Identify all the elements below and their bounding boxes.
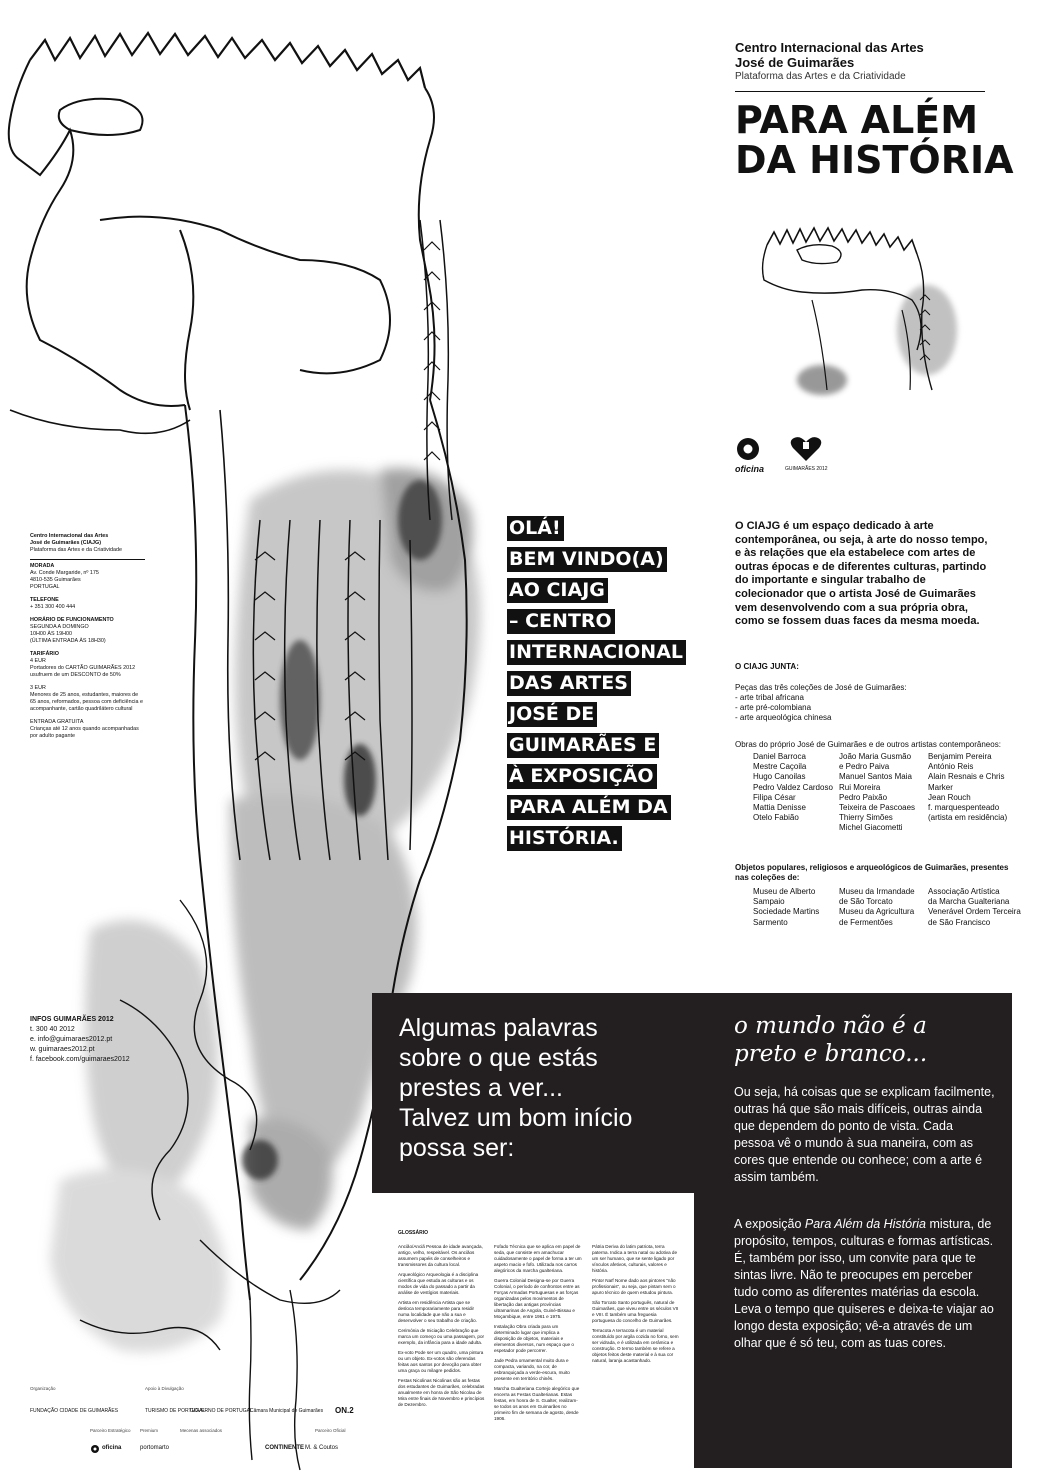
obras-col2 — [839, 752, 931, 834]
artist-name: Filipa César — [753, 792, 796, 802]
title-line2: DA HISTÓRIA — [735, 138, 1014, 182]
collection-name: Associação Artística — [928, 887, 1000, 896]
obras-section — [735, 740, 1008, 862]
headline-line: BEM VINDO(A) — [507, 547, 667, 572]
headline-line: DAS ARTES — [507, 671, 631, 696]
world-paragraph-1: Ou seja, há coisas que se explicam facilmente, outras há que são mais difíceis, outras ainda que dependem do ponto de vista. Cada pessoa vê o mundo à sua maneira, com as cores que entende ou conhece; com a arte é assim também. — [734, 1085, 995, 1184]
horario-line: (ÚLTIMA ENTRADA ÀS 18H30) — [30, 638, 106, 644]
pecas-item: - arte tribal africana — [735, 693, 804, 702]
headline-line: GUIMARÃES E — [507, 733, 659, 758]
objetos-col3 — [928, 887, 1028, 928]
artist-name: Michel Giacometti — [839, 823, 903, 833]
world-paragraph-3: Leva o tempo que quiseres e deixa-te viajar ao longo desta exposição; vê-a através de um olhar que é só teu, com as tuas cores. — [734, 1302, 994, 1350]
artist-name: (artista em residência) — [928, 813, 1008, 823]
intro-box-line: prestes a ver... — [399, 1074, 563, 1102]
org-name-line2: José de Guimarães — [735, 55, 855, 70]
portomarto-sponsor: portomarto — [140, 1445, 170, 1451]
artist-name: Alain Resnais e Chris — [928, 772, 1005, 782]
telefone-label: TELEFONE — [30, 597, 59, 603]
artist-name: Mattia Denisse — [753, 803, 806, 813]
headline-line: INTERNACIONAL — [507, 640, 686, 665]
glossary-entry: Ancião/Anciã Pessoa de idade avançada, antigo, velho, respeitável. Os anciãos assumem papéis de conselheiros e transmissores da cultura local. — [398, 1244, 483, 1267]
glossary-col1 — [398, 1244, 486, 1412]
intro-box-line: Talvez um bom início — [399, 1104, 633, 1132]
tarifa1-note: usufruem de um DESCONTO de 50% — [30, 672, 121, 678]
pecas-item: - arte arqueológica chinesa — [735, 713, 832, 722]
gratuita-label: ENTRADA GRATUITA — [30, 719, 84, 725]
collection-name: Museu de Alberto — [753, 887, 816, 896]
collection-name: Museu da Agricultura — [839, 907, 915, 917]
morada-line: PORTUGAL — [30, 584, 60, 590]
artist-name: Teixeira de Pascoaes — [839, 803, 916, 813]
headline-line: OLÁ! — [507, 516, 564, 541]
header-divider — [735, 91, 985, 92]
parceiro-estrategico-label: Parceiro Estratégico — [90, 1428, 131, 1433]
tarifa2-note: Menores de 25 anos, estudantes, maiores de — [30, 692, 139, 698]
premium-label: Premium — [140, 1428, 159, 1433]
artwork-thumbnail — [752, 210, 977, 400]
welcome-headline — [507, 516, 697, 857]
sponsor-strip — [30, 1386, 370, 1466]
glossary-entry: Pintor Naïf Nome dado aos pintores "não profissionais", ou seja, que pintam sem o apuro técnico de quem estudou pintura. — [592, 1278, 676, 1295]
glossary-col2 — [494, 1244, 582, 1426]
p2-text: mistura, de propósito, tempos, culturas e formas artísticas. É, também por isso, um convite para que te sintas livre. Não te preocupes em perceber tudo como as diferentes matérias da escola. — [734, 1217, 994, 1299]
org-name — [735, 40, 1015, 70]
pecas-heading: Peças das três coleções de José de Guimarães: — [735, 683, 907, 692]
tarifa2: 3 EUR — [30, 685, 46, 691]
infos-title: INFOS GUIMARÃES 2012 — [30, 1016, 114, 1023]
camara-logo: Câmara Municipal de Guimarães — [250, 1408, 324, 1414]
infos-phone: t. 300 40 2012 — [30, 1026, 75, 1033]
artist-name: Benjamim Pereira — [928, 752, 992, 761]
turismo-logo: TURISMO DE PORTUGAL — [145, 1408, 206, 1414]
artist-name: Manuel Santos Maia — [839, 772, 912, 782]
headline-line: À EXPOSIÇÃO — [507, 764, 657, 789]
continente-sponsor: CONTINENTE — [265, 1445, 304, 1451]
org-tagline: Plataforma das Artes e da Criatividade — [735, 71, 906, 82]
glossary-entry: Ex-voto Pode ser um quadro, uma pintura ou um objeto. Ex-votos são oferendas feitas aos santos por devoção para obter uma graça ou milagre pedidos. — [398, 1350, 484, 1373]
info-org2: José de Guimarães (CIAJG) — [30, 540, 102, 546]
fundacao-logo: FUNDAÇÃO CIDADE DE GUIMARÃES — [30, 1408, 119, 1414]
obras-col1 — [753, 752, 853, 823]
glossary-entry: Instalação Obra criada para um determinado lugar que implica a disposição de objetos, materiais e elementos diversos, num espaço que o espetador pode percorrer. — [494, 1324, 574, 1353]
p2-text: A exposição — [734, 1217, 805, 1231]
tarifa1-note: Portadores do CARTÃO GUIMARÃES 2012 — [30, 665, 136, 671]
pecas-item: - arte pré-colombiana — [735, 703, 812, 712]
intro-box-line: Algumas palavras — [399, 1014, 598, 1042]
glossary-entry: Cerimónia de Iniciação Celebração que marca um começo ou uma passagem, por exemplo, da infância para a idade adulta. — [398, 1328, 485, 1345]
artist-name: Jean Rouch — [928, 792, 971, 802]
guimaraes-heart-icon — [790, 436, 822, 462]
infos-website: w. guimaraes2012.pt — [30, 1046, 95, 1053]
morada-line: Av. Conde Margaride, nº 175 — [30, 570, 99, 576]
oficina-small-icon — [90, 1444, 100, 1454]
collection-name: Museu da Irmandade — [839, 887, 915, 896]
glossary-entry: Jade Pedra ornamental muito dura e compacta, variando, na cor, de esbranquiçada a verde-escura, muito presente em território chinês. — [494, 1358, 570, 1381]
objetos-section — [735, 863, 1025, 937]
collection-name: Sarmento — [753, 917, 788, 927]
junta-heading: O CIAJG JUNTA: — [735, 662, 799, 671]
glossary-title: GLOSSÁRIO — [398, 1230, 429, 1236]
artist-name: Rui Moreira — [839, 782, 881, 792]
visitor-info — [30, 533, 145, 740]
info-org1: Centro Internacional das Artes — [30, 533, 109, 539]
artist-name: Pedro Valdez Cardoso — [753, 782, 833, 792]
obras-col3 — [928, 752, 1023, 823]
glossary-entry: Fofado Técnica que se aplica em papel de seda, que consiste em amachucar cuidadosamente o papel de forma a ter um aspeto macio e fofo. Utilizada nos carros alegóricos da marcha gualteriana. — [494, 1244, 582, 1273]
apoio-label: Apoio à Divulgação — [145, 1386, 184, 1391]
artist-name: Mestre Caçoila — [753, 762, 807, 772]
gratuita-note: por adulto pagante — [30, 733, 75, 739]
objetos-col2 — [839, 887, 929, 928]
parceiro-oficial-label: Parceiro Oficial — [315, 1428, 346, 1433]
artist-name: Daniel Barroca — [753, 752, 806, 761]
collection-name: de Fermentões — [839, 917, 893, 927]
infos-email: e. info@guimaraes2012.pt — [30, 1036, 113, 1043]
headline-line: – CENTRO — [507, 609, 615, 634]
artist-name: Thierry Simões — [839, 813, 893, 823]
world-heading — [734, 1012, 994, 1068]
headline-line: JOSÉ DE — [507, 702, 597, 727]
horario-line: SEGUNDA A DOMINGO — [30, 624, 89, 630]
intro-box-line: possa ser: — [399, 1134, 515, 1162]
headline-line: PARA ALÉM DA — [507, 795, 671, 820]
artist-name: João Maria Gusmão — [839, 752, 912, 761]
exhibition-name: Para Além da História — [804, 1217, 927, 1231]
tarifa2-note: 65 anos, reformados, pessoa com deficiência e — [30, 699, 143, 705]
headline-line: HISTÓRIA. — [507, 826, 622, 851]
glossary — [398, 1230, 682, 1421]
objetos-col1 — [753, 887, 843, 928]
horario-line: 10H00 ÀS 19H00 — [30, 631, 72, 637]
headline-line: AO CIAJG — [507, 578, 608, 603]
artist-name: Pedro Paixão — [839, 792, 888, 802]
artist-name: António Reis — [928, 762, 974, 772]
organizacao-label: Organização — [30, 1386, 56, 1391]
org-name-line1: Centro Internacional das Artes — [735, 40, 924, 55]
logo-group — [735, 436, 845, 480]
info-org3: Plataforma das Artes e da Criatividade — [30, 547, 122, 553]
gratuita-note: Crianças até 12 anos quando acompanhadas — [30, 726, 139, 732]
objetos-heading: Objetos populares, religiosos e arqueológicos de Guimarães, presentes nas coleções de: — [735, 863, 1009, 882]
artist-name: f. marquespenteado — [928, 803, 1000, 813]
world-paragraph-2 — [734, 1216, 996, 1352]
telefone-value: + 351 300 400 444 — [30, 604, 76, 610]
collection-name: de São Torcato — [839, 897, 893, 907]
world-heading-line1: o mundo não é a — [734, 1013, 927, 1039]
mcoutos-sponsor: M. & Coutos — [305, 1445, 339, 1451]
artist-name: Hugo Canoilas — [753, 772, 806, 782]
glossary-entry: São Torcato Santo português, natural de Guimarães, que viveu entre os séculos VII e VIII. É também uma freguesia portuguesa do concelho de Guimarães. — [592, 1300, 679, 1323]
collection-name: de São Francisco — [928, 917, 991, 927]
obras-heading: Obras do próprio José de Guimarães e de outros artistas contemporâneos: — [735, 740, 1001, 749]
horario-label: HORÁRIO DE FUNCIONAMENTO — [30, 617, 114, 623]
glossary-entry: Guerra Colonial Designa-se por Guerra Colonial, o período de confrontos entre as Forças Armadas Portuguesas e as forças organizadas pelos movimentos de libertação das antigas províncias ultramarinas de Angola, Guiné-Bissau e Moçambique, entre 1961 e 1975. — [494, 1278, 580, 1319]
glossary-entry: Festas Nicolinas Nicolinas são as festas dos estudantes de Guimarães, celebradas anualmente em honra de São Nicolau de Mira entre finais de Novembro e princípios de Dezembro. — [398, 1378, 485, 1407]
guimaraes-logo-label: GUIMARÃES 2012 — [785, 466, 828, 472]
glossary-entry: Artista em residência Artista que se desloca temporariamente para residir numa localidade que não a sua e desenvolver o seu trabalho de criação. — [398, 1300, 477, 1323]
glossary-entry: Arqueológico Arqueologia é a disciplina científica que estuda as culturas e os modos de vida do passado a partir da análise de vestígios materiais. — [398, 1272, 479, 1295]
glossary-entry: Pátria Deriva do latim patriota, terra paterna. Indica a terra natal ou adotiva de um ser humano, que se sente ligado por vínculos afetivos, culturais, valores e história. — [592, 1244, 678, 1273]
intro-box-line: sobre o que estás — [399, 1044, 598, 1072]
on2-logo: ON.2 — [335, 1406, 354, 1415]
oficina-logo-icon — [735, 436, 761, 462]
page-title — [735, 100, 1025, 180]
glossary-entry: Terracota A terracota é um material constituído por argila cozida no forno, sem ser vidrada, e é utilizada em cerâmica e construção. O termo também se refere a objetos feitos deste material e à sua cor natural, laranja acastanhado. — [592, 1328, 679, 1363]
mecenas-label: Mecenas associados — [180, 1428, 223, 1433]
governo-logo: GOVERNO DE PORTUGAL — [190, 1408, 253, 1414]
artist-name: Marker — [928, 782, 953, 792]
info-divider — [30, 559, 145, 560]
intro-paragraph: O CIAJG é um espaço dedicado à arte contemporânea, ou seja, à arte do nosso tempo, e às relações que ela estabelece com artes de outras épocas e de diferentes culturas, partindo do importante e singular trabalho de colecionador que o artista José de Guimarães vem desenvolvendo com a sua própria obra, como se fossem duas faces da mesma moeda. — [735, 520, 988, 628]
world-heading-line2: preto e branco... — [734, 1041, 928, 1067]
pecas-section — [735, 683, 1005, 723]
oficina-sponsor: oficina — [102, 1445, 122, 1451]
tarifa2-note: acompanhante, cartão quadrilátero cultural — [30, 706, 133, 712]
glossary-entry: Marcha Gualteriana Cortejo alegórico que encerra as Festas Gualterianas. Estas festas, em honra de S. Gualter, realizam-se todos os anos em Guimarães no primeiro fim de semana de agosto, desde 1906. — [494, 1386, 580, 1421]
collection-name: Sampaio — [753, 897, 785, 907]
intro-box-text — [399, 1013, 679, 1163]
artist-name: e Pedro Paiva — [839, 762, 890, 772]
artist-name: Otelo Fabião — [753, 813, 799, 823]
title-line1: PARA ALÉM — [735, 98, 979, 142]
morada-line: 4810-535 Guimarães — [30, 577, 81, 583]
tarifa1: 4 EUR — [30, 658, 46, 664]
collection-name: Sociedade Martins — [753, 907, 820, 917]
infos-facebook: f. facebook.com/guimaraes2012 — [30, 1056, 130, 1063]
morada-label: MORADA — [30, 563, 55, 569]
collection-name: da Marcha Gualteriana — [928, 897, 1010, 907]
infos-guimaraes — [30, 1015, 140, 1065]
collection-name: Venerável Ordem Terceira — [928, 907, 1021, 917]
tarifario-label: TARIFÁRIO — [30, 651, 59, 657]
oficina-logo-label: oficina — [735, 464, 765, 474]
glossary-col3 — [592, 1244, 680, 1368]
